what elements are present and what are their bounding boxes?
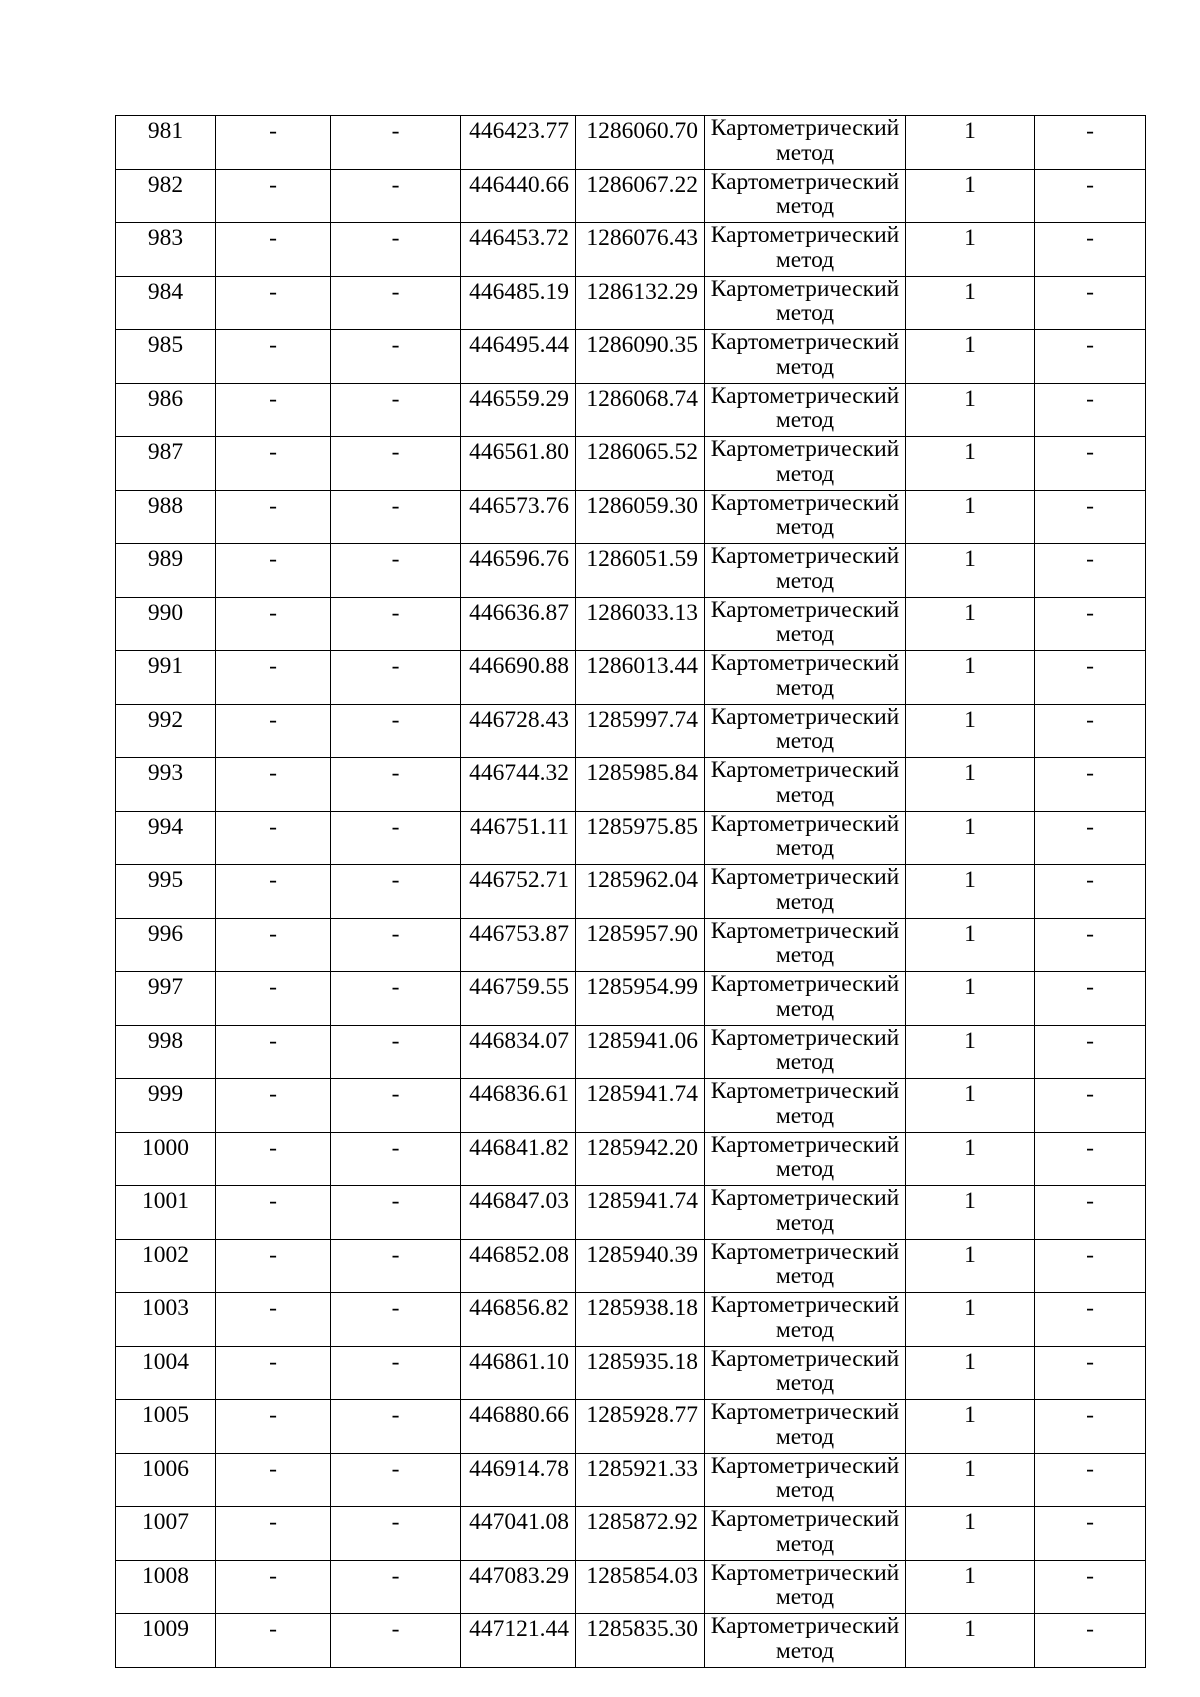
table-row <box>116 1132 1146 1186</box>
empty-value-cell: - <box>216 223 331 277</box>
table-row <box>116 383 1146 437</box>
method-cell: Картометрический метод <box>705 437 906 491</box>
accuracy-cell: 1 <box>906 972 1035 1026</box>
point-number-cell: 996 <box>116 918 216 972</box>
table-row <box>116 169 1146 223</box>
point-number-cell: 1000 <box>116 1132 216 1186</box>
accuracy-cell: 1 <box>906 1453 1035 1507</box>
table-row <box>116 918 1146 972</box>
method-cell: Картометрический метод <box>705 651 906 705</box>
empty-value-cell: - <box>331 1614 461 1668</box>
table-row <box>116 811 1146 865</box>
x-coordinate-cell: 446728.43 <box>461 704 576 758</box>
empty-value-cell: - <box>216 1079 331 1133</box>
method-cell: Картометрический метод <box>705 223 906 277</box>
x-coordinate-cell: 446744.32 <box>461 758 576 812</box>
empty-value-cell: - <box>216 437 331 491</box>
method-cell: Картометрический метод <box>705 1239 906 1293</box>
table-row <box>116 1079 1146 1133</box>
point-number-cell: 1004 <box>116 1346 216 1400</box>
empty-value-cell: - <box>216 704 331 758</box>
accuracy-cell: 1 <box>906 1186 1035 1240</box>
empty-value-cell: - <box>216 865 331 919</box>
empty-value-cell: - <box>216 1132 331 1186</box>
empty-value-cell: - <box>216 1614 331 1668</box>
empty-value-cell: - <box>216 1239 331 1293</box>
note-cell: - <box>1035 490 1146 544</box>
x-coordinate-cell: 447121.44 <box>461 1614 576 1668</box>
accuracy-cell: 1 <box>906 865 1035 919</box>
empty-value-cell: - <box>331 1293 461 1347</box>
empty-value-cell: - <box>216 1453 331 1507</box>
y-coordinate-cell: 1285872.92 <box>576 1507 705 1561</box>
note-cell: - <box>1035 1239 1146 1293</box>
method-cell: Картометрический метод <box>705 1293 906 1347</box>
accuracy-cell: 1 <box>906 1132 1035 1186</box>
y-coordinate-cell: 1285935.18 <box>576 1346 705 1400</box>
note-cell: - <box>1035 1400 1146 1454</box>
point-number-cell: 991 <box>116 651 216 705</box>
method-cell: Картометрический метод <box>705 865 906 919</box>
empty-value-cell: - <box>331 437 461 491</box>
note-cell: - <box>1035 1186 1146 1240</box>
y-coordinate-cell: 1285941.74 <box>576 1186 705 1240</box>
empty-value-cell: - <box>331 597 461 651</box>
x-coordinate-cell: 447083.29 <box>461 1560 576 1614</box>
y-coordinate-cell: 1286033.13 <box>576 597 705 651</box>
note-cell: - <box>1035 1560 1146 1614</box>
point-number-cell: 990 <box>116 597 216 651</box>
empty-value-cell: - <box>331 169 461 223</box>
empty-value-cell: - <box>216 597 331 651</box>
note-cell: - <box>1035 383 1146 437</box>
point-number-cell: 994 <box>116 811 216 865</box>
empty-value-cell: - <box>331 1025 461 1079</box>
empty-value-cell: - <box>216 972 331 1026</box>
note-cell: - <box>1035 811 1146 865</box>
x-coordinate-cell: 446752.71 <box>461 865 576 919</box>
y-coordinate-cell: 1286067.22 <box>576 169 705 223</box>
note-cell: - <box>1035 437 1146 491</box>
y-coordinate-cell: 1285940.39 <box>576 1239 705 1293</box>
y-coordinate-cell: 1285938.18 <box>576 1293 705 1347</box>
method-cell: Картометрический метод <box>705 758 906 812</box>
table-row <box>116 1239 1146 1293</box>
note-cell: - <box>1035 1507 1146 1561</box>
empty-value-cell: - <box>331 383 461 437</box>
note-cell: - <box>1035 704 1146 758</box>
method-cell: Картометрический метод <box>705 1400 906 1454</box>
x-coordinate-cell: 446880.66 <box>461 1400 576 1454</box>
empty-value-cell: - <box>216 490 331 544</box>
empty-value-cell: - <box>331 223 461 277</box>
accuracy-cell: 1 <box>906 1614 1035 1668</box>
method-cell: Картометрический метод <box>705 597 906 651</box>
empty-value-cell: - <box>331 1400 461 1454</box>
table-row <box>116 330 1146 384</box>
method-cell: Картометрический метод <box>705 972 906 1026</box>
y-coordinate-cell: 1286051.59 <box>576 544 705 598</box>
x-coordinate-cell: 446440.66 <box>461 169 576 223</box>
accuracy-cell: 1 <box>906 1560 1035 1614</box>
point-number-cell: 1005 <box>116 1400 216 1454</box>
accuracy-cell: 1 <box>906 597 1035 651</box>
method-cell: Картометрический метод <box>705 1560 906 1614</box>
y-coordinate-cell: 1285975.85 <box>576 811 705 865</box>
point-number-cell: 1009 <box>116 1614 216 1668</box>
note-cell: - <box>1035 597 1146 651</box>
x-coordinate-cell: 446759.55 <box>461 972 576 1026</box>
table-row <box>116 704 1146 758</box>
x-coordinate-cell: 446751.11 <box>461 811 576 865</box>
note-cell: - <box>1035 1025 1146 1079</box>
method-cell: Картометрический метод <box>705 169 906 223</box>
y-coordinate-cell: 1285942.20 <box>576 1132 705 1186</box>
accuracy-cell: 1 <box>906 704 1035 758</box>
point-number-cell: 986 <box>116 383 216 437</box>
method-cell: Картометрический метод <box>705 1507 906 1561</box>
accuracy-cell: 1 <box>906 544 1035 598</box>
table-row <box>116 651 1146 705</box>
x-coordinate-cell: 446836.61 <box>461 1079 576 1133</box>
table-row <box>116 1507 1146 1561</box>
y-coordinate-cell: 1285957.90 <box>576 918 705 972</box>
x-coordinate-cell: 446753.87 <box>461 918 576 972</box>
point-number-cell: 985 <box>116 330 216 384</box>
empty-value-cell: - <box>216 811 331 865</box>
empty-value-cell: - <box>331 330 461 384</box>
method-cell: Картометрический метод <box>705 1346 906 1400</box>
empty-value-cell: - <box>331 811 461 865</box>
empty-value-cell: - <box>331 1346 461 1400</box>
y-coordinate-cell: 1286065.52 <box>576 437 705 491</box>
accuracy-cell: 1 <box>906 330 1035 384</box>
empty-value-cell: - <box>331 1507 461 1561</box>
note-cell: - <box>1035 651 1146 705</box>
note-cell: - <box>1035 544 1146 598</box>
method-cell: Картометрический метод <box>705 330 906 384</box>
accuracy-cell: 1 <box>906 437 1035 491</box>
table-row <box>116 1186 1146 1240</box>
table-row <box>116 276 1146 330</box>
y-coordinate-cell: 1286059.30 <box>576 490 705 544</box>
method-cell: Картометрический метод <box>705 1132 906 1186</box>
x-coordinate-cell: 446834.07 <box>461 1025 576 1079</box>
x-coordinate-cell: 446856.82 <box>461 1293 576 1347</box>
empty-value-cell: - <box>331 1079 461 1133</box>
note-cell: - <box>1035 1293 1146 1347</box>
accuracy-cell: 1 <box>906 651 1035 705</box>
y-coordinate-cell: 1285985.84 <box>576 758 705 812</box>
accuracy-cell: 1 <box>906 383 1035 437</box>
x-coordinate-cell: 446453.72 <box>461 223 576 277</box>
empty-value-cell: - <box>216 1293 331 1347</box>
accuracy-cell: 1 <box>906 116 1035 170</box>
point-number-cell: 1001 <box>116 1186 216 1240</box>
x-coordinate-cell: 446559.29 <box>461 383 576 437</box>
table-row <box>116 1453 1146 1507</box>
method-cell: Картометрический метод <box>705 1186 906 1240</box>
empty-value-cell: - <box>216 1186 331 1240</box>
point-number-cell: 993 <box>116 758 216 812</box>
table-row <box>116 1346 1146 1400</box>
note-cell: - <box>1035 116 1146 170</box>
y-coordinate-cell: 1286060.70 <box>576 116 705 170</box>
empty-value-cell: - <box>331 865 461 919</box>
point-number-cell: 982 <box>116 169 216 223</box>
empty-value-cell: - <box>331 651 461 705</box>
method-cell: Картометрический метод <box>705 116 906 170</box>
table-row <box>116 1560 1146 1614</box>
empty-value-cell: - <box>331 1453 461 1507</box>
x-coordinate-cell: 447041.08 <box>461 1507 576 1561</box>
point-number-cell: 1002 <box>116 1239 216 1293</box>
point-number-cell: 1006 <box>116 1453 216 1507</box>
note-cell: - <box>1035 865 1146 919</box>
empty-value-cell: - <box>216 1507 331 1561</box>
point-number-cell: 1007 <box>116 1507 216 1561</box>
empty-value-cell: - <box>331 758 461 812</box>
note-cell: - <box>1035 1132 1146 1186</box>
x-coordinate-cell: 446852.08 <box>461 1239 576 1293</box>
point-number-cell: 983 <box>116 223 216 277</box>
y-coordinate-cell: 1285941.74 <box>576 1079 705 1133</box>
point-number-cell: 998 <box>116 1025 216 1079</box>
note-cell: - <box>1035 330 1146 384</box>
y-coordinate-cell: 1285954.99 <box>576 972 705 1026</box>
accuracy-cell: 1 <box>906 1346 1035 1400</box>
point-number-cell: 988 <box>116 490 216 544</box>
note-cell: - <box>1035 1346 1146 1400</box>
x-coordinate-cell: 446485.19 <box>461 276 576 330</box>
method-cell: Картометрический метод <box>705 1025 906 1079</box>
empty-value-cell: - <box>331 544 461 598</box>
table-row <box>116 437 1146 491</box>
accuracy-cell: 1 <box>906 1507 1035 1561</box>
accuracy-cell: 1 <box>906 811 1035 865</box>
empty-value-cell: - <box>216 169 331 223</box>
table-row <box>116 116 1146 170</box>
empty-value-cell: - <box>331 1186 461 1240</box>
empty-value-cell: - <box>216 918 331 972</box>
method-cell: Картометрический метод <box>705 490 906 544</box>
point-number-cell: 1003 <box>116 1293 216 1347</box>
empty-value-cell: - <box>331 1560 461 1614</box>
method-cell: Картометрический метод <box>705 1614 906 1668</box>
table-row <box>116 972 1146 1026</box>
empty-value-cell: - <box>331 1132 461 1186</box>
accuracy-cell: 1 <box>906 169 1035 223</box>
empty-value-cell: - <box>331 116 461 170</box>
x-coordinate-cell: 446596.76 <box>461 544 576 598</box>
x-coordinate-cell: 446690.88 <box>461 651 576 705</box>
empty-value-cell: - <box>216 383 331 437</box>
table-row <box>116 544 1146 598</box>
table-row <box>116 1293 1146 1347</box>
x-coordinate-cell: 446636.87 <box>461 597 576 651</box>
x-coordinate-cell: 446495.44 <box>461 330 576 384</box>
empty-value-cell: - <box>331 918 461 972</box>
method-cell: Картометрический метод <box>705 918 906 972</box>
table-row <box>116 223 1146 277</box>
table-row <box>116 758 1146 812</box>
accuracy-cell: 1 <box>906 918 1035 972</box>
note-cell: - <box>1035 1614 1146 1668</box>
x-coordinate-cell: 446861.10 <box>461 1346 576 1400</box>
point-number-cell: 989 <box>116 544 216 598</box>
table-row <box>116 597 1146 651</box>
x-coordinate-cell: 446914.78 <box>461 1453 576 1507</box>
accuracy-cell: 1 <box>906 758 1035 812</box>
empty-value-cell: - <box>216 758 331 812</box>
empty-value-cell: - <box>216 330 331 384</box>
table-row <box>116 490 1146 544</box>
table-body <box>116 116 1146 1668</box>
note-cell: - <box>1035 1453 1146 1507</box>
accuracy-cell: 1 <box>906 1293 1035 1347</box>
y-coordinate-cell: 1286013.44 <box>576 651 705 705</box>
y-coordinate-cell: 1285997.74 <box>576 704 705 758</box>
method-cell: Картометрический метод <box>705 276 906 330</box>
empty-value-cell: - <box>331 490 461 544</box>
empty-value-cell: - <box>331 704 461 758</box>
empty-value-cell: - <box>331 972 461 1026</box>
empty-value-cell: - <box>216 544 331 598</box>
empty-value-cell: - <box>216 1025 331 1079</box>
accuracy-cell: 1 <box>906 1400 1035 1454</box>
point-number-cell: 981 <box>116 116 216 170</box>
y-coordinate-cell: 1285921.33 <box>576 1453 705 1507</box>
accuracy-cell: 1 <box>906 1079 1035 1133</box>
method-cell: Картометрический метод <box>705 1079 906 1133</box>
y-coordinate-cell: 1286090.35 <box>576 330 705 384</box>
x-coordinate-cell: 446561.80 <box>461 437 576 491</box>
x-coordinate-cell: 446847.03 <box>461 1186 576 1240</box>
coordinates-table <box>115 115 1146 1668</box>
note-cell: - <box>1035 276 1146 330</box>
empty-value-cell: - <box>216 116 331 170</box>
empty-value-cell: - <box>216 1560 331 1614</box>
accuracy-cell: 1 <box>906 223 1035 277</box>
x-coordinate-cell: 446841.82 <box>461 1132 576 1186</box>
empty-value-cell: - <box>331 1239 461 1293</box>
method-cell: Картометрический метод <box>705 1453 906 1507</box>
method-cell: Картометрический метод <box>705 811 906 865</box>
method-cell: Картометрический метод <box>705 383 906 437</box>
empty-value-cell: - <box>216 651 331 705</box>
note-cell: - <box>1035 1079 1146 1133</box>
method-cell: Картометрический метод <box>705 544 906 598</box>
point-number-cell: 992 <box>116 704 216 758</box>
note-cell: - <box>1035 972 1146 1026</box>
empty-value-cell: - <box>216 276 331 330</box>
accuracy-cell: 1 <box>906 276 1035 330</box>
accuracy-cell: 1 <box>906 490 1035 544</box>
accuracy-cell: 1 <box>906 1025 1035 1079</box>
y-coordinate-cell: 1285854.03 <box>576 1560 705 1614</box>
empty-value-cell: - <box>216 1400 331 1454</box>
y-coordinate-cell: 1285928.77 <box>576 1400 705 1454</box>
x-coordinate-cell: 446423.77 <box>461 116 576 170</box>
empty-value-cell: - <box>331 276 461 330</box>
note-cell: - <box>1035 223 1146 277</box>
y-coordinate-cell: 1285835.30 <box>576 1614 705 1668</box>
point-number-cell: 997 <box>116 972 216 1026</box>
y-coordinate-cell: 1285962.04 <box>576 865 705 919</box>
table-row <box>116 1400 1146 1454</box>
accuracy-cell: 1 <box>906 1239 1035 1293</box>
y-coordinate-cell: 1285941.06 <box>576 1025 705 1079</box>
y-coordinate-cell: 1286132.29 <box>576 276 705 330</box>
note-cell: - <box>1035 758 1146 812</box>
point-number-cell: 1008 <box>116 1560 216 1614</box>
method-cell: Картометрический метод <box>705 704 906 758</box>
point-number-cell: 999 <box>116 1079 216 1133</box>
note-cell: - <box>1035 918 1146 972</box>
y-coordinate-cell: 1286068.74 <box>576 383 705 437</box>
table-row <box>116 865 1146 919</box>
empty-value-cell: - <box>216 1346 331 1400</box>
table-row <box>116 1025 1146 1079</box>
point-number-cell: 987 <box>116 437 216 491</box>
y-coordinate-cell: 1286076.43 <box>576 223 705 277</box>
note-cell: - <box>1035 169 1146 223</box>
table-row <box>116 1614 1146 1668</box>
point-number-cell: 984 <box>116 276 216 330</box>
x-coordinate-cell: 446573.76 <box>461 490 576 544</box>
point-number-cell: 995 <box>116 865 216 919</box>
